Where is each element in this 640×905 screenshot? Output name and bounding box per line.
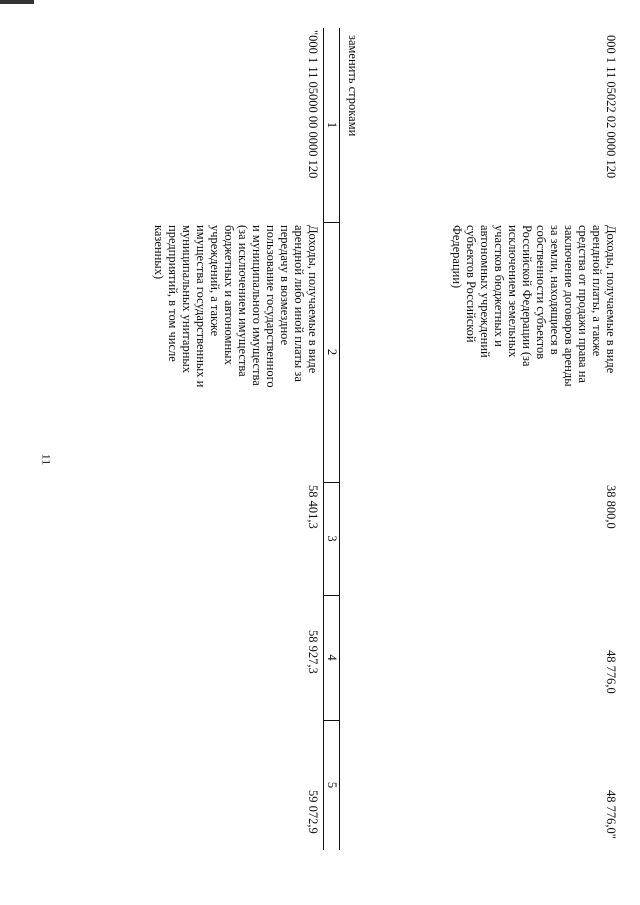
page-number: 11 — [39, 453, 54, 466]
first-block-description: Доходы, получаемые в виде арендной платы, а также средства от продажи права на заключение договоров аренды за земли, находящиеся в собственности субъектов Российской Федерации (за исключением земельных участков бюджетных и автономных учреждений субъектов Российской Федерации) — [450, 225, 618, 387]
header-col-5: 5 — [325, 781, 339, 789]
row-col4: 58 927,3 — [306, 630, 320, 674]
row-col3: 58 401,3 — [306, 485, 320, 529]
first-block-col4: 48 776,0 — [604, 650, 618, 694]
header-col-1: 1 — [325, 121, 339, 129]
header-col-2: 2 — [325, 348, 339, 356]
header-col-3: 3 — [325, 535, 339, 542]
header-col-4: 4 — [325, 654, 339, 661]
replace-label: заменить строками — [346, 35, 360, 137]
first-block-col3: 38 800,0 — [604, 485, 618, 529]
table-top-border — [339, 28, 340, 850]
first-block-code: 000 1 11 05022 02 0000 120 — [604, 35, 618, 179]
row-col5: 59 072,9 — [306, 790, 320, 834]
scan-corner-mark — [0, 0, 34, 4]
row-description: Доходы, получаемые в виде арендной либо иной платы за передачу в возмездное пользование государственного и муниципального имущества (за исключением имущества бюджетных и автономных учреждений, а также имущества государственных и муниципальных унитарных предприятий, в том числе казенных) — [152, 225, 320, 388]
rotated-page-content — [30, 20, 630, 880]
table-header-border — [323, 28, 324, 850]
row-code: "000 1 11 05000 00 0000 120 — [306, 30, 320, 179]
first-block-col5: 48 776,0" — [604, 790, 618, 839]
